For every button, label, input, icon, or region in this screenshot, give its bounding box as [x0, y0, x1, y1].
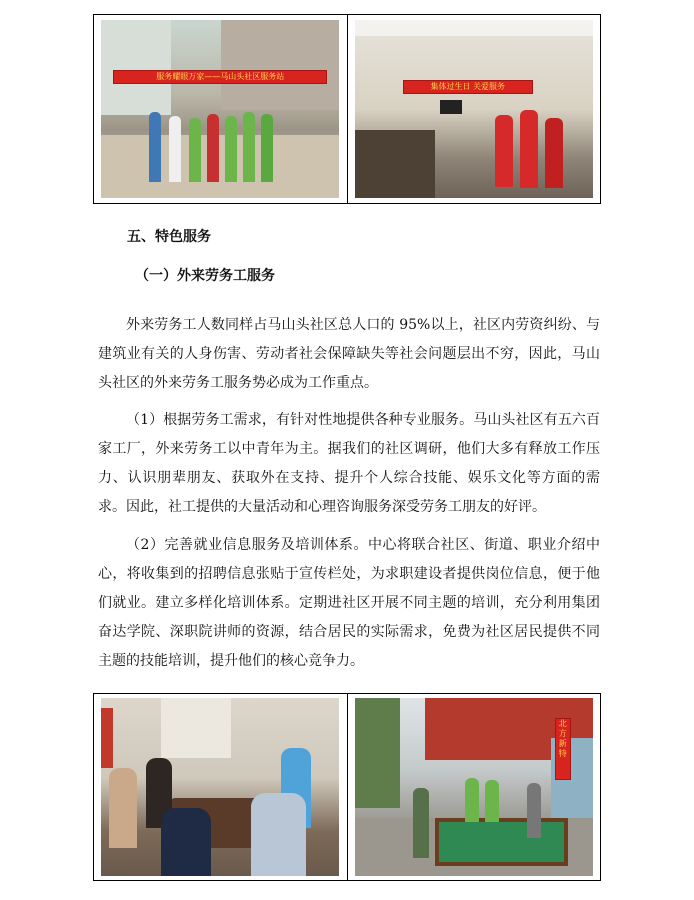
volunteer-banner: 服务耀眼万家——马山头社区服务站	[113, 70, 327, 84]
tree-shape	[355, 698, 400, 808]
volunteer-shape	[520, 110, 538, 188]
paragraph-intro: 外来劳务工人数同样占马山头社区总人口的 95%以上，社区内劳资纠纷、与建筑业有关的人身伤害、劳动者社会保障缺失等社会问题层出不穷，因此，马山头社区的外来劳务工服务势必成为工作重点。	[98, 317, 600, 391]
top-photo-table	[93, 14, 601, 204]
tv-shape	[440, 100, 462, 114]
photo-meeting-table	[101, 698, 339, 876]
person-shape	[243, 112, 255, 182]
volunteer-shape	[495, 115, 513, 187]
bottom-photo-table	[93, 693, 601, 881]
photo-cell-left	[94, 694, 347, 880]
volunteer-shape	[545, 118, 563, 188]
person-shape	[169, 116, 181, 182]
person-shape	[225, 116, 237, 182]
photo-cell-right	[347, 15, 601, 203]
person-shape	[189, 118, 201, 182]
person-shape	[413, 788, 429, 858]
person-shape	[149, 112, 161, 182]
person-shape	[485, 780, 499, 822]
building-shape	[221, 20, 339, 110]
person-shape	[527, 783, 541, 838]
red-banner-shape	[101, 708, 113, 768]
person-shape	[109, 768, 137, 848]
person-shape	[161, 808, 211, 876]
people-group-shape	[355, 130, 435, 198]
paragraph-point-2: （2）完善就业信息服务及培训体系。中心将联合社区、街道、职业介绍中心，将收集到的招聘信息张贴于宣传栏处，为求职建设者提供岗位信息，便于他们就业。建立多样化培训体系。定期进社区开展不同主题的培训，充分利用集团奋达学院、深职院讲师的资源，结合居民的实际需求，免费为社区居民提供不同主题的技能培训，提升他们的核心竞争力。	[98, 537, 600, 669]
shop-sign: 北方新特	[555, 718, 571, 780]
birthday-banner: 集体过生日 关爱服务	[403, 80, 533, 94]
wall-shape	[161, 698, 231, 758]
photo-volunteers-street	[101, 20, 339, 198]
building-shape	[101, 20, 171, 115]
subsection-title: （一）外来劳务工服务	[135, 268, 275, 284]
billiard-table-shape	[435, 818, 568, 866]
person-shape	[465, 778, 479, 822]
person-shape	[251, 793, 306, 876]
ground-shape	[101, 135, 339, 198]
person-shape	[207, 114, 219, 182]
paragraph-point-1: （1）根据劳务工需求，有针对性地提供各种专业服务。马山头社区有五六百家工厂，外来劳务工以中青年为主。据我们的社区调研，他们大多有释放工作压力、认识朋辈朋友、获取外在支持、提升个人综合技能、娱乐文化等方面的需求。因此，社工提供的大量活动和心理咨询服务深受劳务工朋友的好评。	[98, 412, 600, 515]
section-title: 五、特色服务	[127, 229, 211, 245]
person-shape	[261, 114, 273, 182]
photo-cell-right	[347, 694, 601, 880]
photo-birthday-event	[355, 20, 593, 198]
photo-billiards-street	[355, 698, 593, 876]
photo-cell-left	[94, 15, 347, 203]
ceiling-shape	[355, 20, 593, 36]
